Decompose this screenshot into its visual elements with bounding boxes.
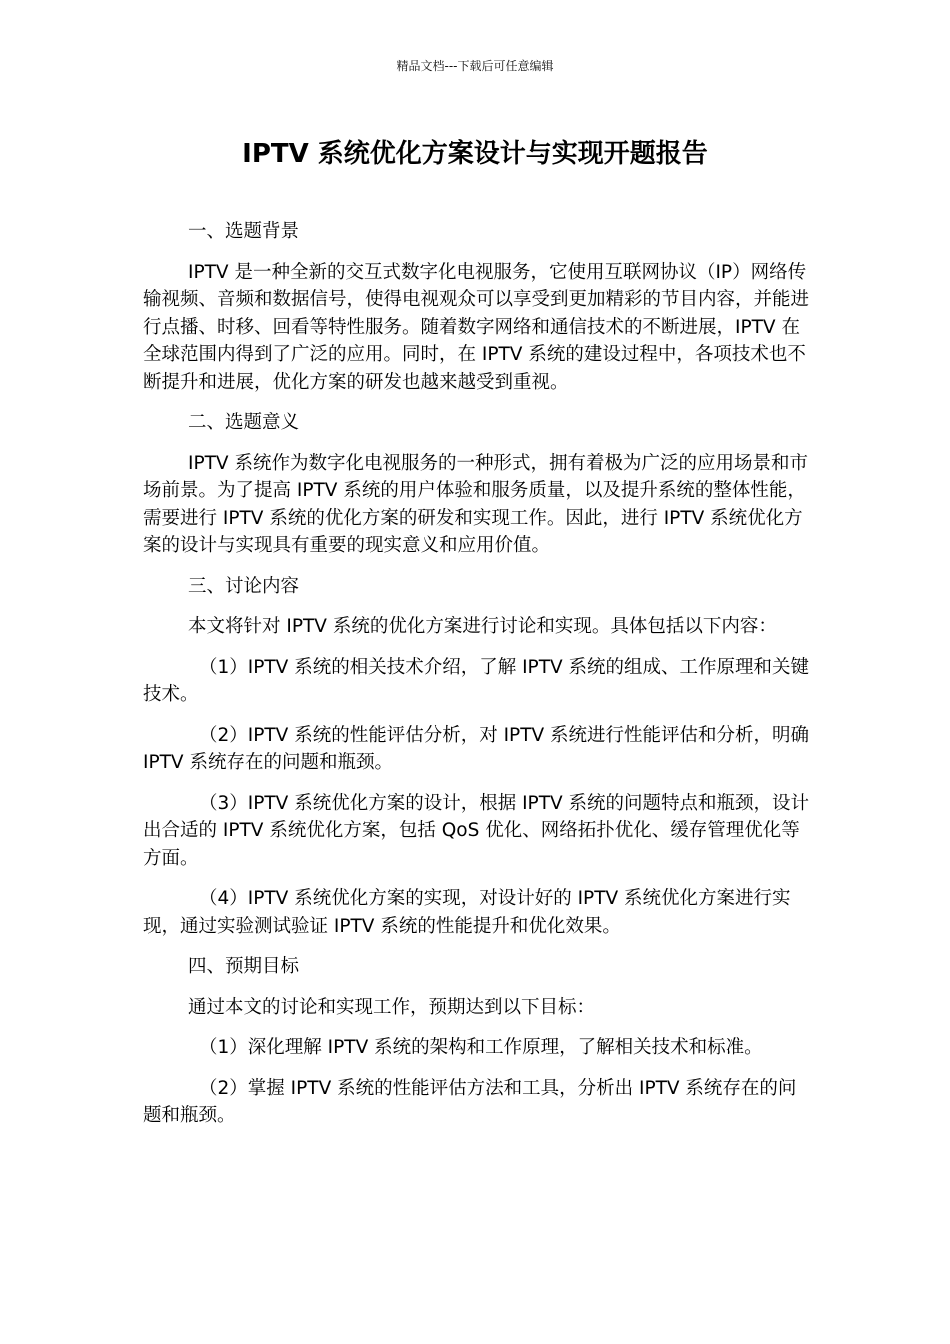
content-item-1: （1）IPTV 系统的相关技术介绍，了解 IPTV 系统的组成、工作原理和关键技术。 (143, 656, 810, 705)
document-body (143, 218, 811, 1143)
section-heading-content: 三、讨论内容 (188, 575, 300, 597)
section-heading-significance: 二、选题意义 (188, 412, 300, 433)
goals-intro: 通过本文的讨论和实现工作，预期达到以下目标： (188, 996, 596, 1018)
content-item-2: （2）IPTV 系统的性能评估分析，对 IPTV 系统进行性能评估和分析，明确 IPTV 系统存在的问题和瓶颈。 (143, 724, 810, 773)
section-heading-background: 一、选题背景 (188, 221, 300, 242)
page-header: 精品文档---下载后可任意编辑 (396, 59, 554, 73)
significance-paragraph: IPTV 系统作为数字化电视服务的一种形式，拥有着极为广泛的应用场景和市场前景。为了提高 IPTV 系统的用户体验和服务质量，以及提升系统的整体性能，需要进行 IPTV 系统的优化方案的研发和实现工作。因此，进行 IPTV 系统优化方案的设计与实现具有重要的现实意义和应用价值。 (143, 452, 808, 556)
goal-item-2: （2）掌握 IPTV 系统的性能评估方法和工具，分析出 IPTV 系统存在的问题和瓶颈。 (143, 1077, 797, 1126)
goal-item-1: （1）深化理解 IPTV 系统的架构和工作原理，了解相关技术和标准。 (199, 1037, 763, 1058)
document-title: IPTV 系统优化方案设计与实现开题报告 (242, 139, 708, 169)
content-item-3: （3）IPTV 系统优化方案的设计，根据 IPTV 系统的问题特点和瓶颈，设计出合适的 IPTV 系统优化方案，包括 QoS 优化、网络拓扑优化、缓存管理优化等方面。 (143, 792, 810, 869)
content-item-4: （4）IPTV 系统优化方案的实现，对设计好的 IPTV 系统优化方案进行实现，通过实验测试验证 IPTV 系统的性能提升和优化效果。 (143, 888, 791, 937)
background-paragraph: IPTV 是一种全新的交互式数字化电视服务，它使用互联网协议（IP）网络传输视频、音频和数据信号，使得电视观众可以享受到更加精彩的节目内容，并能进行点播、时移、回看等特性服务。随着数字网络和通信技术的不断进展，IPTV 在全球范围内得到了广泛的应用。同时，在 IPTV 系统的建设过程中，各项技术也不断提升和进展，优化方案的研发也越来越受到重视。 (143, 261, 810, 393)
section-heading-goals: 四、预期目标 (188, 956, 300, 977)
content-intro: 本文将针对 IPTV 系统的优化方案进行讨论和实现。具体包括以下内容： (188, 616, 777, 637)
